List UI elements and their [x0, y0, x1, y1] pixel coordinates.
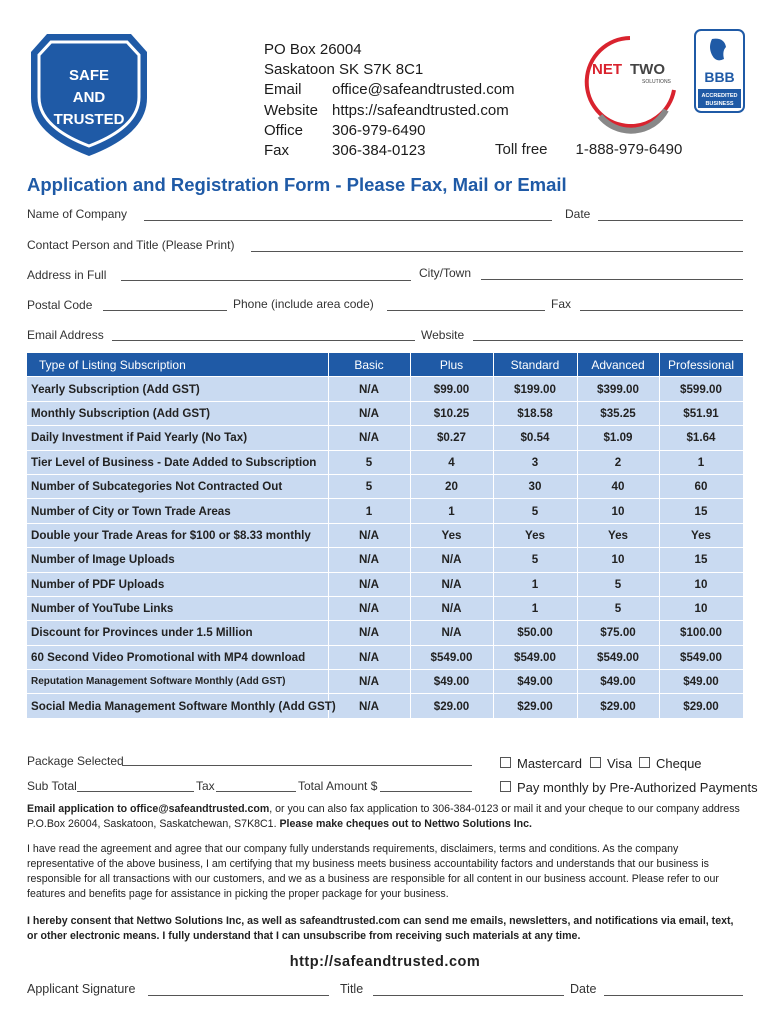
- table-cell: 2: [577, 450, 659, 474]
- subtotal-label: Sub Total: [27, 779, 77, 793]
- table-cell: $29.00: [493, 694, 577, 718]
- table-row: [27, 572, 743, 596]
- company-field[interactable]: [144, 220, 552, 221]
- table-row: [27, 548, 743, 572]
- table-row: [27, 499, 743, 523]
- table-cell: 40: [577, 474, 659, 498]
- mastercard-option[interactable]: Mastercard: [500, 756, 582, 771]
- table-row: [27, 596, 743, 620]
- city-label: City/Town: [419, 266, 472, 280]
- signature-title-field[interactable]: [373, 995, 564, 996]
- tax-field[interactable]: [216, 791, 296, 792]
- table-cell: $599.00: [659, 377, 743, 401]
- table-cell: N/A: [328, 548, 410, 572]
- fax-field[interactable]: [580, 310, 743, 311]
- address-label: Address in Full: [27, 268, 107, 282]
- table-cell: $0.27: [410, 426, 493, 450]
- website-url[interactable]: http://safeandtrusted.com: [289, 954, 481, 970]
- row-label: Number of Subcategories Not Contracted Out: [27, 474, 328, 498]
- table-row: [27, 450, 743, 474]
- monthly-option[interactable]: Pay monthly by Pre-Authorized Payments: [500, 780, 758, 795]
- table-cell: N/A: [328, 645, 410, 669]
- consent-text: I hereby consent that Nettwo Solutions Inc, as well as safeandtrusted.com can send me emails, newsletters, and notifications via email, text, or other electronic means. I fully understand that I can unsubscribe from receiving such materials at any time.: [27, 915, 734, 942]
- applicant-signature-field[interactable]: [148, 995, 329, 996]
- table-cell: N/A: [410, 596, 493, 620]
- cheque-option[interactable]: Cheque: [639, 756, 702, 771]
- table-cell: 1: [493, 596, 577, 620]
- table-header-cell: Advanced: [577, 353, 659, 377]
- tollfree: Toll free 1-888-979-6490: [495, 141, 683, 158]
- bbb-line2: BUSINESS: [705, 101, 734, 107]
- table-cell: $49.00: [410, 670, 493, 694]
- nettwo-name-b: TWO: [630, 61, 665, 78]
- table-cell: $549.00: [493, 645, 577, 669]
- table-cell: N/A: [410, 548, 493, 572]
- row-label: 60 Second Video Promotional with MP4 download: [27, 645, 328, 669]
- table-cell: 1: [328, 499, 410, 523]
- table-cell: 3: [493, 450, 577, 474]
- table-cell: $1.09: [577, 426, 659, 450]
- package-selected-field[interactable]: [122, 765, 472, 766]
- table-cell: Yes: [493, 523, 577, 547]
- form-title: Application and Registration Form - Please Fax, Mail or Email: [27, 174, 567, 195]
- table-header-cell: Plus: [410, 353, 493, 377]
- package-selected-label: Package Selected: [27, 754, 124, 768]
- table-cell: 30: [493, 474, 577, 498]
- contact-person-field[interactable]: [251, 251, 743, 252]
- logo-line2: AND: [72, 89, 106, 106]
- table-cell: $29.00: [577, 694, 659, 718]
- row-label: Social Media Management Software Monthly (Add GST): [27, 694, 328, 718]
- contact-block: [264, 40, 515, 161]
- date-field[interactable]: [598, 220, 743, 221]
- safe-and-trusted-logo: [27, 28, 151, 158]
- table-header-row: [27, 353, 743, 377]
- table-cell: 5: [577, 596, 659, 620]
- row-label: Number of PDF Uploads: [27, 572, 328, 596]
- table-header-cell: Professional: [659, 353, 743, 377]
- table-cell: $549.00: [659, 645, 743, 669]
- city-field[interactable]: [481, 279, 743, 280]
- table-cell: Yes: [410, 523, 493, 547]
- table-cell: N/A: [410, 621, 493, 645]
- table-cell: $549.00: [410, 645, 493, 669]
- table-row: [27, 401, 743, 425]
- row-label: Number of Image Uploads: [27, 548, 328, 572]
- table-cell: $1.64: [659, 426, 743, 450]
- table-row: [27, 645, 743, 669]
- phone-label: Phone (include area code): [233, 297, 374, 311]
- row-label: Daily Investment if Paid Yearly (No Tax): [27, 426, 328, 450]
- nettwo-name-a: NET: [592, 61, 622, 78]
- contact-fax: Fax 306-384-0123: [264, 142, 426, 160]
- table-cell: 4: [410, 450, 493, 474]
- cheque-checkbox[interactable]: [639, 757, 650, 768]
- fax-label: Fax: [551, 297, 572, 311]
- table-cell: N/A: [328, 426, 410, 450]
- contact-pobox: PO Box 26004: [264, 41, 362, 58]
- table-cell: 5: [577, 572, 659, 596]
- table-cell: $35.25: [577, 401, 659, 425]
- visa-option[interactable]: Visa: [590, 756, 632, 771]
- table-header-cell: Basic: [328, 353, 410, 377]
- table-cell: $49.00: [493, 670, 577, 694]
- row-label: Reputation Management Software Monthly (Add GST): [27, 670, 328, 694]
- tax-label: Tax: [196, 779, 215, 793]
- date-label: Date: [565, 207, 591, 221]
- table-cell: N/A: [328, 596, 410, 620]
- email-instructions: Email application to office@safeandtrusted.com, or you can also fax application to 306-384-0123 or mail it and your cheque to our company address P.O.Box 26004, Saskatoon, Saskatchewan, S7K8C1. Please make cheques out to Nettwo Solutions Inc.: [27, 803, 740, 830]
- table-cell: 5: [493, 499, 577, 523]
- table-cell: 15: [659, 499, 743, 523]
- table-row: [27, 426, 743, 450]
- website-label: Website: [421, 328, 465, 342]
- table-cell: $199.00: [493, 377, 577, 401]
- table-cell: Yes: [659, 523, 743, 547]
- row-label: Number of YouTube Links: [27, 596, 328, 620]
- table-cell: $549.00: [577, 645, 659, 669]
- phone-field[interactable]: [387, 310, 545, 311]
- table-cell: $399.00: [577, 377, 659, 401]
- company-label: Name of Company: [27, 207, 128, 221]
- mastercard-checkbox[interactable]: [500, 757, 511, 768]
- table-cell: Yes: [577, 523, 659, 547]
- table-cell: $100.00: [659, 621, 743, 645]
- row-label: Yearly Subscription (Add GST): [27, 377, 328, 401]
- nettwo-sub: SOLUTIONS: [642, 79, 671, 85]
- table-cell: 10: [577, 499, 659, 523]
- subtotal-field[interactable]: [77, 791, 194, 792]
- contact-office: Office 306-979-6490: [264, 121, 426, 139]
- table-cell: 20: [410, 474, 493, 498]
- table-cell: N/A: [328, 670, 410, 694]
- table-cell: 15: [659, 548, 743, 572]
- table-cell: $50.00: [493, 621, 577, 645]
- contact-website: Website https://safeandtrusted.com: [264, 101, 509, 119]
- row-label: Tier Level of Business - Date Added to Subscription: [27, 450, 328, 474]
- table-cell: 1: [493, 572, 577, 596]
- table-cell: $10.25: [410, 401, 493, 425]
- table-row: [27, 621, 743, 645]
- contact-email: Email office@safeandtrusted.com: [264, 81, 515, 99]
- table-cell: $99.00: [410, 377, 493, 401]
- table-cell: N/A: [328, 621, 410, 645]
- table-cell: $29.00: [410, 694, 493, 718]
- visa-checkbox[interactable]: [590, 757, 601, 768]
- table-cell: 5: [328, 474, 410, 498]
- postal-label: Postal Code: [27, 298, 93, 312]
- table-cell: 1: [659, 450, 743, 474]
- table-cell: N/A: [410, 572, 493, 596]
- logo-line1: SAFE: [68, 67, 110, 84]
- contact-city: Saskatoon SK S7K 8C1: [264, 61, 424, 79]
- signature-title-label: Title: [340, 982, 364, 996]
- email-field[interactable]: [112, 340, 415, 341]
- table-cell: $75.00: [577, 621, 659, 645]
- table-row: [27, 377, 743, 401]
- table-row: [27, 670, 743, 694]
- bbb-name: BBB: [704, 69, 735, 85]
- signature-date-label: Date: [570, 982, 597, 996]
- table-cell: N/A: [328, 401, 410, 425]
- bbb-line1: ACCREDITED: [701, 93, 738, 99]
- logo-line3: TRUSTED: [53, 111, 125, 128]
- postal-field[interactable]: [103, 310, 227, 311]
- table-cell: $49.00: [659, 670, 743, 694]
- row-label: Number of City or Town Trade Areas: [27, 499, 328, 523]
- table-row: [27, 474, 743, 498]
- table-cell: 10: [577, 548, 659, 572]
- table-cell: $18.58: [493, 401, 577, 425]
- table-cell: N/A: [328, 377, 410, 401]
- total-field[interactable]: [380, 791, 472, 792]
- signature-date-field[interactable]: [604, 995, 743, 996]
- table-cell: N/A: [328, 523, 410, 547]
- table-row: [27, 694, 743, 718]
- bbb-logo: [694, 29, 745, 113]
- row-label: Double your Trade Areas for $100 or $8.33 monthly: [27, 523, 328, 547]
- monthly-checkbox[interactable]: [500, 781, 511, 792]
- table-cell: 1: [410, 499, 493, 523]
- nettwo-logo: [580, 30, 680, 142]
- total-label: Total Amount $: [298, 779, 378, 793]
- agreement-text: I have read the agreement and agree that our company fully understands requirements, disclaimers, terms and conditions. As the company representative of the above business, I am certifying that my business meets business accountability factors and understands that our business is responsible for all transactions with our customers, and we as a business are responsible for all content in our business account. Please refer to our features and benefits page for assistance in picking the proper package for your business.: [27, 843, 719, 900]
- table-cell: 5: [328, 450, 410, 474]
- table-cell: $51.91: [659, 401, 743, 425]
- table-cell: 60: [659, 474, 743, 498]
- table-cell: $0.54: [493, 426, 577, 450]
- table-cell: 10: [659, 572, 743, 596]
- table-header-cell: Standard: [493, 353, 577, 377]
- row-label: Monthly Subscription (Add GST): [27, 401, 328, 425]
- table-cell: N/A: [328, 694, 410, 718]
- table-row: [27, 523, 743, 547]
- email-label: Email Address: [27, 328, 104, 342]
- row-label: Discount for Provinces under 1.5 Million: [27, 621, 328, 645]
- subscription-table: [27, 353, 744, 719]
- contact-person-label: Contact Person and Title (Please Print): [27, 238, 235, 252]
- table-cell: $49.00: [577, 670, 659, 694]
- table-header-cell: Type of Listing Subscription: [27, 353, 328, 377]
- table-cell: $29.00: [659, 694, 743, 718]
- address-field[interactable]: [121, 280, 411, 281]
- applicant-signature-label: Applicant Signature: [27, 982, 136, 996]
- table-cell: N/A: [328, 572, 410, 596]
- table-cell: 10: [659, 596, 743, 620]
- table-cell: 5: [493, 548, 577, 572]
- website-field[interactable]: [473, 340, 743, 341]
